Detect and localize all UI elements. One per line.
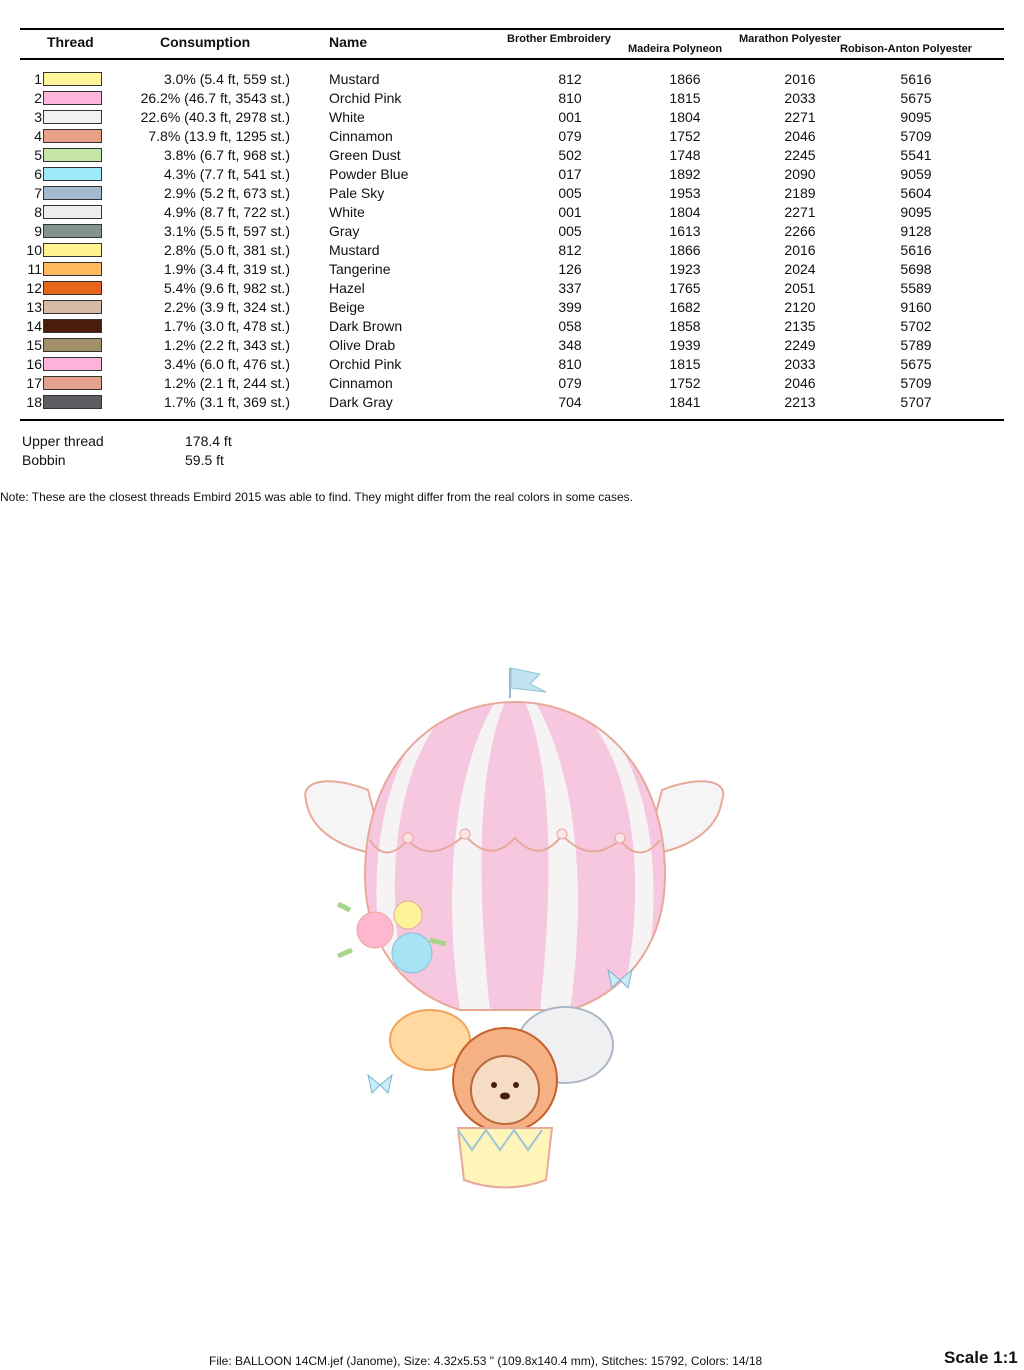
thread-consumption: 4.9% (8.7 ft, 722 st.) <box>163 204 290 220</box>
table-header-rule <box>20 58 1004 60</box>
robison-code: 5589 <box>900 280 932 296</box>
thread-consumption: 1.7% (3.0 ft, 478 st.) <box>163 318 290 334</box>
thread-row <box>0 165 1024 184</box>
thread-consumption: 3.0% (5.4 ft, 559 st.) <box>163 71 290 87</box>
thread-name: Olive Drab <box>329 337 396 353</box>
header-marathon: Marathon Polyester <box>739 33 842 45</box>
thread-name: Mustard <box>329 242 380 258</box>
header-consumption: Consumption <box>160 34 251 50</box>
thread-color-swatch <box>43 395 102 409</box>
thread-color-swatch <box>43 262 102 276</box>
robison-code: 5616 <box>900 71 932 87</box>
marathon-code: 2046 <box>784 375 816 391</box>
madeira-code: 1841 <box>669 394 701 410</box>
thread-color-swatch <box>43 205 102 219</box>
thread-consumption: 1.2% (2.1 ft, 244 st.) <box>163 375 290 391</box>
thread-name: Mustard <box>329 71 380 87</box>
table-bottom-rule <box>20 419 1004 421</box>
madeira-code: 1939 <box>669 337 701 353</box>
thread-consumption: 1.9% (3.4 ft, 319 st.) <box>163 261 290 277</box>
marathon-code: 2189 <box>784 185 816 201</box>
madeira-code: 1804 <box>669 204 701 220</box>
marathon-code: 2033 <box>784 356 816 372</box>
thread-color-swatch <box>43 91 102 105</box>
thread-name: Gray <box>329 223 360 239</box>
thread-color-swatch <box>43 376 102 390</box>
brother-code: 058 <box>558 318 582 334</box>
marathon-code: 2120 <box>784 299 816 315</box>
thread-number: 3 <box>34 109 42 125</box>
robison-code: 9095 <box>900 204 932 220</box>
brother-code: 017 <box>558 166 582 182</box>
marathon-code: 2271 <box>784 109 816 125</box>
thread-name: White <box>329 204 365 220</box>
header-name: Name <box>329 34 368 50</box>
thread-consumption: 5.4% (9.6 ft, 982 st.) <box>163 280 290 296</box>
file-info-footer: File: BALLOON 14CM.jef (Janome), Size: 4.32x5.53 " (109.8x140.4 mm), Stitches: 15792, Colors: 14/18 <box>209 1354 763 1368</box>
thread-number: 18 <box>26 394 42 410</box>
thread-color-swatch <box>43 338 102 352</box>
marathon-code: 2024 <box>784 261 816 277</box>
thread-number: 13 <box>26 299 42 315</box>
brother-code: 079 <box>558 375 582 391</box>
thread-number: 15 <box>26 337 42 353</box>
robison-code: 9128 <box>900 223 932 239</box>
robison-code: 9059 <box>900 166 932 182</box>
thread-color-swatch <box>43 319 102 333</box>
brother-code: 704 <box>558 394 582 410</box>
thread-color-swatch <box>43 281 102 295</box>
thread-row <box>0 184 1024 203</box>
thread-name: Cinnamon <box>329 128 393 144</box>
robison-code: 5789 <box>900 337 932 353</box>
madeira-code: 1748 <box>669 147 701 163</box>
madeira-code: 1866 <box>669 242 701 258</box>
bobbin-value: 59.5 ft <box>185 452 224 468</box>
thread-number: 4 <box>34 128 42 144</box>
header-thread: Thread <box>47 34 94 50</box>
robison-code: 9095 <box>900 109 932 125</box>
thread-name: Orchid Pink <box>329 90 402 106</box>
brother-code: 348 <box>558 337 582 353</box>
thread-row <box>0 241 1024 260</box>
thread-name: Tangerine <box>329 261 391 277</box>
thread-number: 17 <box>26 375 42 391</box>
thread-row <box>0 317 1024 336</box>
thread-number: 9 <box>34 223 42 239</box>
thread-row <box>0 355 1024 374</box>
brother-code: 001 <box>558 204 582 220</box>
thread-color-swatch <box>43 300 102 314</box>
robison-code: 5698 <box>900 261 932 277</box>
thread-row <box>0 279 1024 298</box>
marathon-code: 2016 <box>784 71 816 87</box>
thread-number: 8 <box>34 204 42 220</box>
brother-code: 337 <box>558 280 582 296</box>
thread-color-swatch <box>43 129 102 143</box>
thread-row <box>0 108 1024 127</box>
thread-number: 11 <box>27 261 42 277</box>
thread-consumption: 2.2% (3.9 ft, 324 st.) <box>163 299 290 315</box>
brother-code: 005 <box>558 223 582 239</box>
bobbin-label: Bobbin <box>22 452 66 468</box>
thread-color-swatch <box>43 167 102 181</box>
marathon-code: 2271 <box>784 204 816 220</box>
thread-consumption: 22.6% (40.3 ft, 2978 st.) <box>140 109 290 125</box>
madeira-code: 1815 <box>669 356 701 372</box>
thread-row <box>0 127 1024 146</box>
thread-number: 1 <box>34 71 42 87</box>
thread-number: 16 <box>26 356 42 372</box>
madeira-code: 1752 <box>669 375 701 391</box>
thread-row <box>0 203 1024 222</box>
thread-number: 10 <box>26 242 42 258</box>
robison-code: 5604 <box>900 185 932 201</box>
thread-consumption: 3.8% (6.7 ft, 968 st.) <box>163 147 290 163</box>
brother-code: 812 <box>558 71 582 87</box>
thread-row <box>0 374 1024 393</box>
thread-color-swatch <box>43 148 102 162</box>
madeira-code: 1923 <box>669 261 701 277</box>
upper-thread-label: Upper thread <box>22 433 104 449</box>
madeira-code: 1858 <box>669 318 701 334</box>
marathon-code: 2135 <box>784 318 816 334</box>
thread-name: Beige <box>329 299 365 315</box>
thread-row <box>0 298 1024 317</box>
scale-label: Scale 1:1 <box>944 1348 1018 1367</box>
thread-consumption: 1.2% (2.2 ft, 343 st.) <box>163 337 290 353</box>
marathon-code: 2266 <box>784 223 816 239</box>
thread-number: 5 <box>34 147 42 163</box>
madeira-code: 1752 <box>669 128 701 144</box>
header-robison: Robison-Anton Polyester <box>840 43 973 55</box>
thread-row <box>0 336 1024 355</box>
thread-row <box>0 146 1024 165</box>
thread-consumption: 26.2% (46.7 ft, 3543 st.) <box>140 90 290 106</box>
thread-color-swatch <box>43 224 102 238</box>
thread-row <box>0 70 1024 89</box>
thread-name: Cinnamon <box>329 375 393 391</box>
marathon-code: 2213 <box>784 394 816 410</box>
robison-code: 5702 <box>900 318 932 334</box>
thread-row <box>0 89 1024 108</box>
madeira-code: 1804 <box>669 109 701 125</box>
thread-color-swatch <box>43 357 102 371</box>
thread-name: Powder Blue <box>329 166 409 182</box>
thread-consumption: 3.4% (6.0 ft, 476 st.) <box>163 356 290 372</box>
robison-code: 5675 <box>900 90 932 106</box>
robison-code: 5709 <box>900 375 932 391</box>
marathon-code: 2046 <box>784 128 816 144</box>
madeira-code: 1765 <box>669 280 701 296</box>
brother-code: 810 <box>558 356 582 372</box>
thread-consumption: 7.8% (13.9 ft, 1295 st.) <box>148 128 290 144</box>
madeira-code: 1682 <box>669 299 701 315</box>
robison-code: 5707 <box>900 394 932 410</box>
embroidery-design-preview <box>290 650 740 1200</box>
thread-number: 14 <box>26 318 42 334</box>
thread-consumption: 2.8% (5.0 ft, 381 st.) <box>163 242 290 258</box>
thread-note: Note: These are the closest threads Embird 2015 was able to find. They might differ from the real colors in some cases. <box>0 490 633 504</box>
thread-color-swatch <box>43 110 102 124</box>
madeira-code: 1953 <box>669 185 701 201</box>
marathon-code: 2051 <box>784 280 816 296</box>
thread-number: 7 <box>34 185 42 201</box>
thread-row <box>0 260 1024 279</box>
marathon-code: 2249 <box>784 337 816 353</box>
thread-row <box>0 393 1024 412</box>
robison-code: 5616 <box>900 242 932 258</box>
madeira-code: 1613 <box>669 223 701 239</box>
thread-row <box>0 222 1024 241</box>
thread-name: Orchid Pink <box>329 356 402 372</box>
table-top-rule <box>20 28 1004 30</box>
thread-consumption: 3.1% (5.5 ft, 597 st.) <box>163 223 290 239</box>
brother-code: 502 <box>558 147 582 163</box>
robison-code: 5675 <box>900 356 932 372</box>
madeira-code: 1892 <box>669 166 701 182</box>
brother-code: 812 <box>558 242 582 258</box>
thread-consumption: 2.9% (5.2 ft, 673 st.) <box>163 185 290 201</box>
brother-code: 079 <box>558 128 582 144</box>
brother-code: 005 <box>558 185 582 201</box>
marathon-code: 2016 <box>784 242 816 258</box>
marathon-code: 2245 <box>784 147 816 163</box>
madeira-code: 1815 <box>669 90 701 106</box>
marathon-code: 2033 <box>784 90 816 106</box>
madeira-code: 1866 <box>669 71 701 87</box>
robison-code: 5541 <box>900 147 932 163</box>
brother-code: 810 <box>558 90 582 106</box>
thread-color-swatch <box>43 72 102 86</box>
thread-consumption: 4.3% (7.7 ft, 541 st.) <box>163 166 290 182</box>
header-brother: Brother Embroidery <box>507 33 611 45</box>
thread-name: Hazel <box>329 280 365 296</box>
thread-color-swatch <box>43 186 102 200</box>
thread-name: White <box>329 109 365 125</box>
thread-number: 6 <box>34 166 42 182</box>
thread-number: 2 <box>34 90 42 106</box>
thread-name: Dark Brown <box>329 318 403 334</box>
robison-code: 5709 <box>900 128 932 144</box>
thread-name: Dark Gray <box>329 394 393 410</box>
upper-thread-value: 178.4 ft <box>185 433 232 449</box>
thread-name: Pale Sky <box>329 185 385 201</box>
header-madeira: Madeira Polyneon <box>628 43 723 55</box>
brother-code: 126 <box>558 261 582 277</box>
thread-color-swatch <box>43 243 102 257</box>
brother-code: 399 <box>558 299 582 315</box>
brother-code: 001 <box>558 109 582 125</box>
thread-consumption: 1.7% (3.1 ft, 369 st.) <box>163 394 290 410</box>
thread-name: Green Dust <box>329 147 401 163</box>
marathon-code: 2090 <box>784 166 816 182</box>
thread-number: 12 <box>26 280 42 296</box>
robison-code: 9160 <box>900 299 932 315</box>
